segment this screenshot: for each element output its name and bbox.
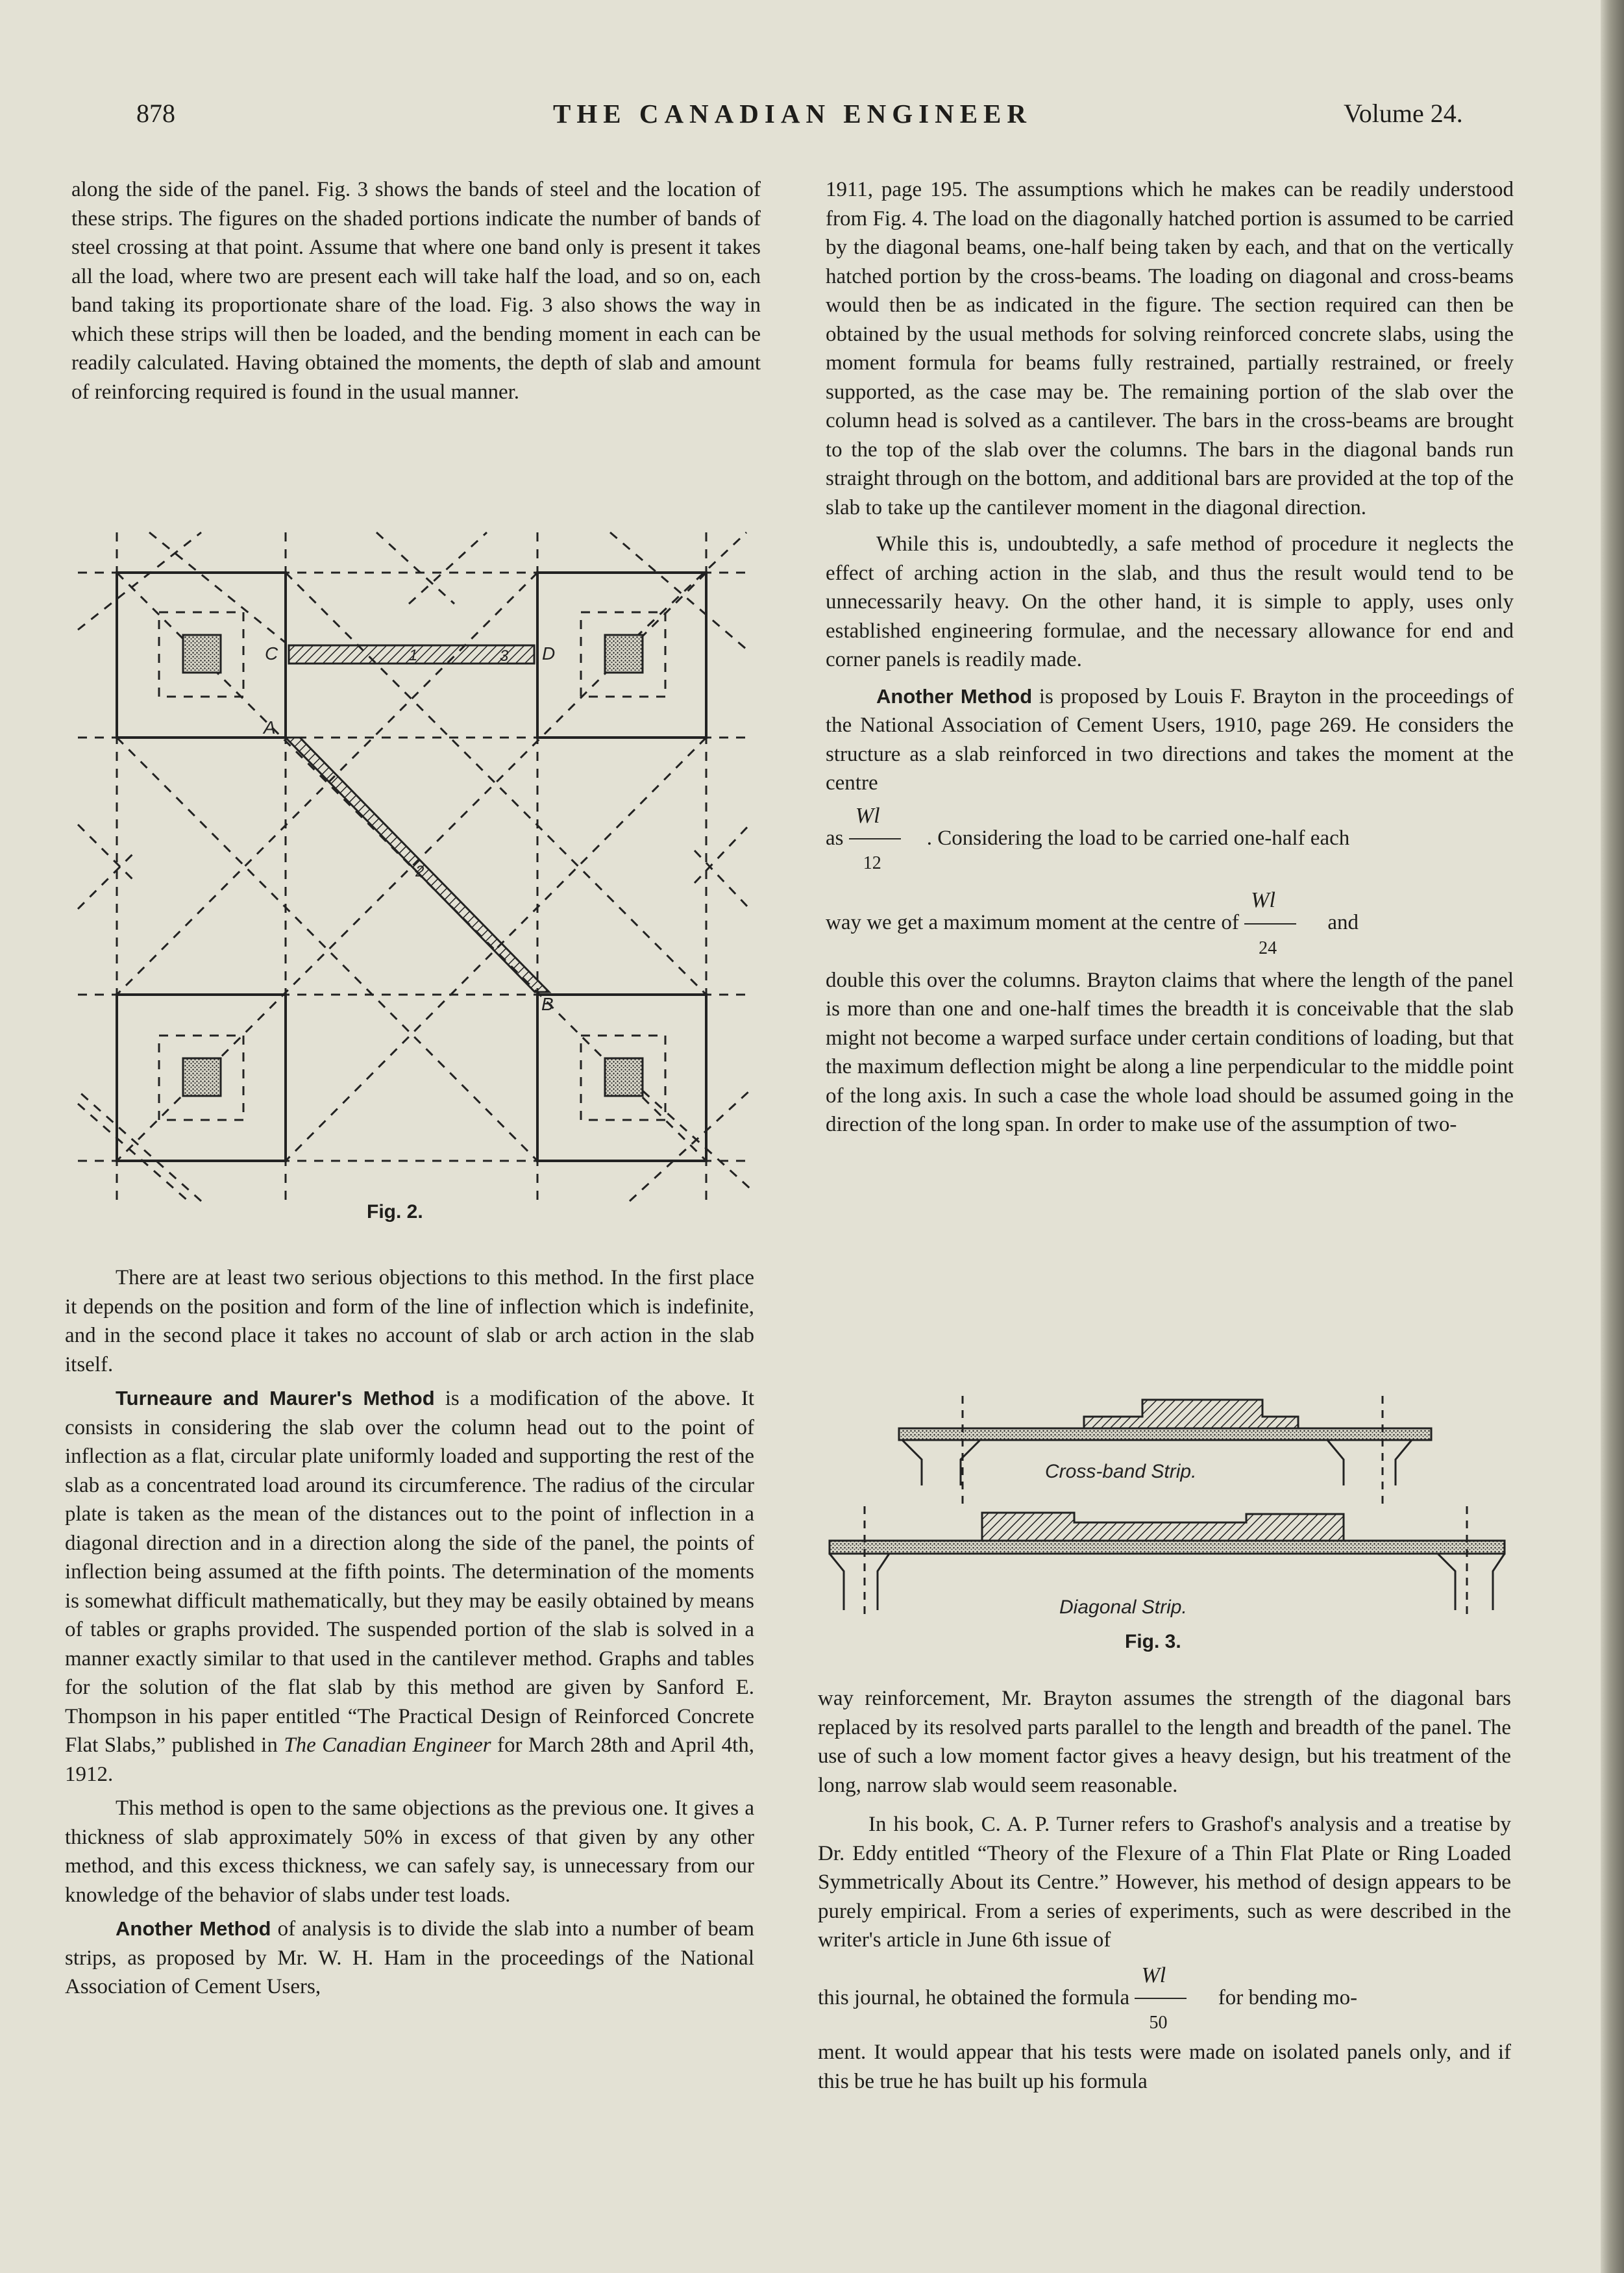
- fig2-label-2: 2: [415, 863, 424, 880]
- fig3-label-cross-band: Cross-band Strip.: [1045, 1461, 1197, 1482]
- right-paragraph-3-text-a: is proposed by Louis F. Brayton in the proceedings of the National Association of Cement Users, 1910, page 269. He considers the structure as a slab reinforced in two directions and takes the moment at the centre: [826, 684, 1514, 795]
- fig3-caption: Fig. 3.: [1125, 1631, 1181, 1652]
- brayton-lead: Another Method: [876, 684, 1033, 708]
- left-paragraph-5-text: of analysis is to divide the slab into a number of beam strips, as proposed by Mr. W. H. Ham in the proceedings of the National Association of Cement Users,: [65, 1917, 754, 1998]
- formula-2-suffix: and: [1327, 911, 1359, 934]
- fraction-wl-50: [1135, 1963, 1212, 2033]
- fraction-3-denominator: 50: [1149, 2013, 1168, 2033]
- fig2-label-a: A: [264, 717, 276, 738]
- fraction-3-numerator: Wl: [1141, 1963, 1166, 1987]
- left-paragraph-4: This method is open to the same objections as the previous one. It gives a thickness of slab approximately 50% in excess of that given by any other method, and this excess thickness, we can safely say, is unnecessary from our knowledge of the behavior of slabs under test loads.: [65, 1796, 754, 1907]
- left-paragraph-3-text-b: for March 28th and April 4th, 1912.: [65, 1733, 754, 1786]
- fig2-label-d: D: [542, 643, 556, 664]
- formula-line-3: [818, 1963, 1511, 2033]
- fig3-label-diagonal: Diagonal Strip.: [1059, 1596, 1187, 1618]
- fig2-diagram: [71, 519, 759, 1221]
- volume-label: Volume 24.: [1344, 99, 1463, 128]
- fig2-label-b: B: [541, 994, 554, 1014]
- formula-line-2: [826, 888, 1514, 958]
- journal-title: THE CANADIAN ENGINEER: [553, 99, 1033, 129]
- left-paragraph-1: along the side of the panel. Fig. 3 shows the bands of steel and the location of these strips. The figures on the shaded portions indicate the number of bands of steel crossing at that point. Assume that where one band only is present it takes all the load, where two are present each will take half the load, and so on, each band taking its proportionate share of the load. Fig. 3 also shows the way in which these strips will then be loaded, and the bending moment in each can be readily calculated. Having obtained the moments, the depth of slab and amount of reinforcing required is found in the usual manner.: [71, 178, 761, 404]
- fig3-diagram: [824, 1383, 1512, 1662]
- right-paragraph-3: [826, 682, 1514, 798]
- formula-1-suffix: . Considering the load to be carried one-half each: [926, 826, 1350, 850]
- fig2-caption: Fig. 2.: [367, 1201, 423, 1223]
- left-column-bottom: [65, 1263, 754, 2002]
- page-number: 878: [136, 99, 175, 128]
- page-edge: [1601, 0, 1624, 2273]
- fraction-1-numerator: Wl: [855, 803, 880, 828]
- left-column-top: [71, 175, 761, 406]
- another-method-lead: Another Method: [116, 1917, 271, 1940]
- fig2-label-3: 3: [500, 647, 509, 665]
- formula-line-1: [826, 803, 1514, 874]
- left-paragraph-3: [65, 1384, 754, 1789]
- right-paragraph-4: way reinforcement, Mr. Brayton assumes the strength of the diagonal bars replaced by its resolved parts parallel to the length and breadth of the panel. The use of such a low moment factor gives a heavy design, but his treatment of the long, narrow slab would seem reasonable.: [818, 1687, 1511, 1797]
- right-paragraph-5-continued: ment. It would appear that his tests were made on isolated panels only, and if this be true he has built up his formula: [818, 2041, 1511, 2093]
- fraction-wl-24: [1244, 888, 1322, 958]
- formula-2-prefix: way we get a maximum moment at the centre of: [826, 911, 1239, 934]
- right-paragraph-2: While this is, undoubtedly, a safe method of procedure it neglects the effect of arching action in the slab, and thus the result would tend to be unnecessarily heavy. On the other hand, it is simple to apply, uses only established engineering formulae, and the necessary allowance for end and corner panels is readily made.: [826, 532, 1514, 671]
- right-paragraph-1: 1911, page 195. The assumptions which he makes can be readily understood from Fig. 4. The load on the diagonally hatched portion is assumed to be carried by the diagonal beams, one-half being taken by each, and that on the vertically hatched portion by the cross-beams. The loading on diagonal and cross-beams would then be as indicated in the figure. The section required can then be obtained by the usual methods for solving reinforced concrete slabs, using the moment formula for beams fully restrained, partially restrained, or freely supported, as the case may be. The remaining portion of the slab over the column head is solved as a cantilever. The bars in the cross-beams are brought to the top of the slab over the columns. The bars in the diagonal bands run straight through on the bottom, and additional bars are provided at the top of the slab to take up the cantilever moment in the diagonal direction.: [826, 178, 1514, 519]
- fig2-label-1: 1: [409, 647, 418, 664]
- formula-3-prefix: this journal, he obtained the formula: [818, 1985, 1130, 2009]
- right-column-top: [826, 175, 1514, 1139]
- left-paragraph-2: There are at least two serious objections to this method. In the first place it depends on the position and form of the line of inflection which is indefinite, and in the second place it takes no account of slab or arch action in the slab itself.: [65, 1266, 754, 1376]
- journal-name: The Canadian Engineer: [284, 1733, 491, 1757]
- formula-3-suffix: for bending mo-: [1218, 1985, 1358, 2009]
- fraction-1-denominator: 12: [863, 853, 881, 874]
- fig2-label-c: C: [265, 643, 278, 664]
- right-paragraph-5: In his book, C. A. P. Turner refers to Grashof's analysis and a treatise by Dr. Eddy entitled “Theory of the Flexure of a Thin Flat Plate or Ring Loaded Symmetrically About its Centre.” However, his method of design appears to be purely empirical. From a series of experiments, such as were described in the writer's article in June 6th issue of: [818, 1813, 1511, 1952]
- turneaure-lead: Turneaure and Maurer's Method: [116, 1387, 435, 1410]
- fraction-2-denominator: 24: [1259, 938, 1277, 958]
- left-paragraph-5: [65, 1915, 754, 2002]
- right-paragraph-3-continued: double this over the columns. Brayton claims that where the length of the panel is more than one and one-half times the breadth it is conceivable that the slab might not become a warped surface under certain conditions of loading, but that the maximum deflection might be along a line perpendicular to the middle point of the long axis. In such a case the whole load should be assumed going in the direction of the long span. In order to make use of the assumption of two-: [826, 968, 1514, 1136]
- fraction-2-numerator: Wl: [1251, 888, 1275, 913]
- right-column-bottom: [818, 1684, 1511, 2096]
- left-paragraph-3-text-a: is a modification of the above. It consists in considering the slab over the column head out to the point of inflection as a flat, circular plate uniformly loaded and supporting the rest of the slab as a concentrated load around its circumference. The radius of the circular plate is taken as the mean of the distances out to the point of inflection in a diagonal direction and in a direction along the side of the panel, the points of inflection being assumed at the fifth points. The determination of the moments is somewhat difficult mathematically, but they may be easily obtained by means of tables or graphs provided. The suspended portion of the slab is solved in a manner exactly similar to that used in the cantilever method. Graphs and tables for the solution of the flat slab by this method are given by Sanford E. Thompson in his paper entitled “The Practical Design of Reinforced Concrete Flat Slabs,” published in: [65, 1387, 754, 1757]
- formula-1-prefix: as: [826, 826, 844, 850]
